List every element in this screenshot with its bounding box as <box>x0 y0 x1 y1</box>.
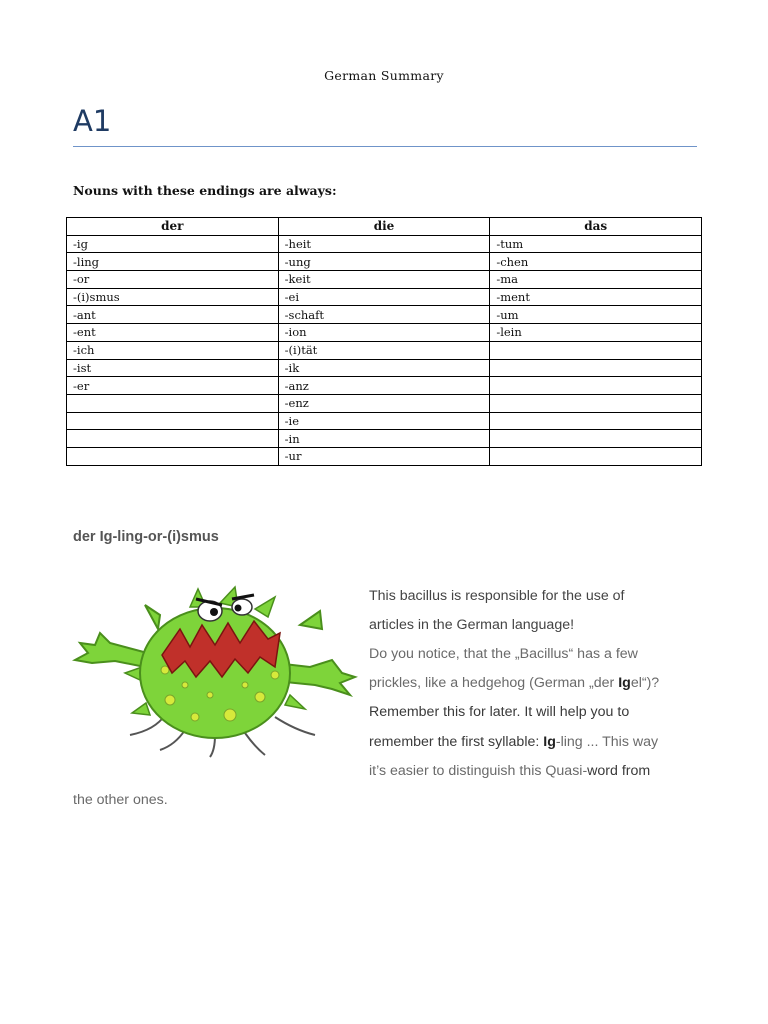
table-cell-die: -ie <box>278 412 490 430</box>
table-cell-die: -ion <box>278 324 490 342</box>
page-heading: A1 <box>73 104 112 138</box>
table-row <box>67 271 702 289</box>
text-span: prickles, like a hedgehog (German „der <box>369 675 619 692</box>
heading-divider <box>73 146 697 147</box>
table-cell-das <box>490 359 702 377</box>
table-cell-die: -heit <box>278 235 490 253</box>
table-cell-das <box>490 447 702 465</box>
column-header-das: das <box>490 218 702 236</box>
table-cell-das: -ment <box>490 288 702 306</box>
table-cell-das <box>490 341 702 359</box>
paragraph-line: articles in the German language! <box>369 617 575 634</box>
column-header-der: der <box>67 218 279 236</box>
table-row <box>67 430 702 448</box>
table-cell-das: -ma <box>490 271 702 289</box>
table-row <box>67 447 702 465</box>
table-cell-der <box>67 412 279 430</box>
table-cell-der: -or <box>67 271 279 289</box>
table-row <box>67 288 702 306</box>
page-header-title: German Summary <box>324 68 444 83</box>
paragraph-line <box>369 669 659 698</box>
table-cell-der: -(i)smus <box>67 288 279 306</box>
table-caption: Nouns with these endings are always: <box>73 183 337 198</box>
noun-endings-table <box>66 217 702 466</box>
text-span: remember the first syllable: <box>369 733 544 750</box>
table-row <box>67 359 702 377</box>
table-cell-das: -um <box>490 306 702 324</box>
table-cell-die: -anz <box>278 377 490 395</box>
table-cell-die: -keit <box>278 271 490 289</box>
table-cell-das <box>490 412 702 430</box>
text-span: -ling ... This way <box>555 733 659 750</box>
table-cell-der: -ling <box>67 253 279 271</box>
paragraph-line <box>369 728 659 757</box>
table-header-row <box>67 218 702 236</box>
table-row <box>67 341 702 359</box>
table-row <box>67 324 702 342</box>
text-span: word from <box>587 762 651 779</box>
text-span: it’s easier to distinguish this Quasi- <box>369 762 588 779</box>
paragraph-line <box>369 757 659 786</box>
table-row <box>67 253 702 271</box>
table-cell-der <box>67 394 279 412</box>
text-span: el“)? <box>630 675 660 692</box>
paragraph-last-line: the other ones. <box>73 792 168 808</box>
bold-text-span: Ig <box>618 675 631 692</box>
table-cell-die: -ung <box>278 253 490 271</box>
table-cell-die: -ik <box>278 359 490 377</box>
table-cell-der: -ig <box>67 235 279 253</box>
table-cell-der: -er <box>67 377 279 395</box>
bold-text-span: Ig <box>543 733 556 750</box>
table-cell-das <box>490 377 702 395</box>
table-cell-die: -in <box>278 430 490 448</box>
table-cell-der <box>67 447 279 465</box>
table-cell-die: -enz <box>278 394 490 412</box>
paragraph-line: Remember this for later. It will help you to <box>369 704 630 721</box>
intro-paragraph <box>369 582 625 640</box>
table-cell-das: -chen <box>490 253 702 271</box>
table-cell-der: -ist <box>67 359 279 377</box>
table-row <box>67 377 702 395</box>
table-row <box>67 412 702 430</box>
section-title: der Ig-ling-or-(i)smus <box>73 529 219 545</box>
table-cell-das: -lein <box>490 324 702 342</box>
table-cell-der: -ant <box>67 306 279 324</box>
table-cell-der <box>67 430 279 448</box>
paragraph-line: Do you notice, that the „Bacillus“ has a few <box>369 646 638 662</box>
table-cell-der: -ich <box>67 341 279 359</box>
table-row <box>67 235 702 253</box>
table-cell-das <box>490 394 702 412</box>
bacillus-monster-icon <box>70 585 360 760</box>
paragraph-line: This bacillus is responsible for the use of <box>369 588 625 604</box>
table-row <box>67 394 702 412</box>
table-cell-die: -(i)tät <box>278 341 490 359</box>
explanation-paragraph <box>369 640 659 786</box>
table-cell-das: -tum <box>490 235 702 253</box>
column-header-die: die <box>278 218 490 236</box>
table-cell-das <box>490 430 702 448</box>
table-row <box>67 306 702 324</box>
table-cell-die: -schaft <box>278 306 490 324</box>
table-cell-die: -ei <box>278 288 490 306</box>
table-cell-die: -ur <box>278 447 490 465</box>
table-cell-der: -ent <box>67 324 279 342</box>
